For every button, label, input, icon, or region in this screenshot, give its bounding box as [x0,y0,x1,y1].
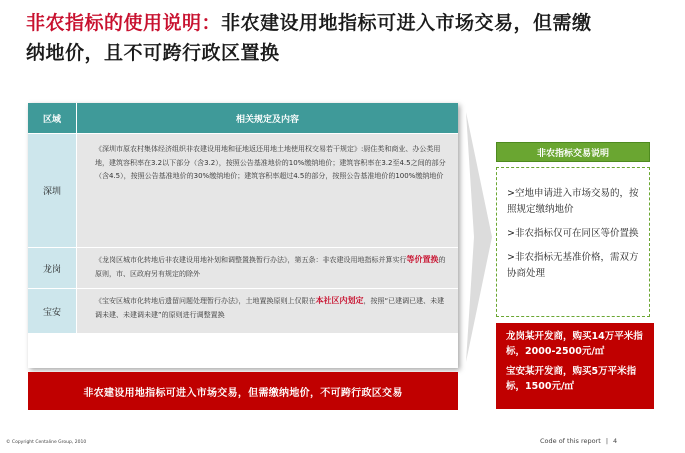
table-row [28,247,458,288]
title-line2: 纳地价，且不可跨行政区置换 [26,42,280,64]
side-item: >非农指标无基准价格，需双方协商处理 [507,252,639,279]
side-item: >非农指标仅可在同区等价置换 [507,228,639,239]
region-cell: 宝安 [28,289,76,333]
table-row [28,133,458,247]
regulations-table [28,103,458,368]
chevron-right-icon [466,112,492,362]
side-box-header: 非农指标交易说明 [496,142,650,162]
content-text: 的原则，市、区政府另有规定的除外 [95,256,446,278]
header-region: 区域 [42,114,61,125]
content-cell [76,289,458,333]
header-content: 相关规定及内容 [76,103,458,133]
deal-examples-box [496,323,654,409]
title-prefix: 非农指标的使用说明： [26,12,222,34]
side-item: >空地申请进入市场交易的，按照规定缴纳地价 [507,188,639,215]
table-row [28,288,458,333]
region-cell: 深圳 [28,134,76,247]
conclusion-banner: 非农建设用地指标可进入市场交易，但需缴纳地价，不可跨行政区交易 [28,372,458,410]
table-header [28,103,458,133]
content-text: 《宝安区城市化转地后遗留问题处理暂行办法》，土地置换原则上仅限在 [95,297,316,305]
content-highlight: 等价置换 [406,255,439,264]
content-cell: 《深圳市原农村集体经济组织非农建设用地和征地返还用地土地使用权交易若干规定》:厨住类和商业、办公类用地，建筑容积率在3.2以下部分（含3.2），按照公告基准地价的10%缴纳地价；建筑容积率在3.2至4.5之间的部分（含4.5），按照公告基准地价的30%缴纳地价；建筑容积率超过4.5的部分，按照公告基准地价的100%缴纳地价 [76,134,458,247]
copyright: © Copyright Centaline Group, 2010 [6,440,87,445]
content-text: 《龙岗区城市化转地后非农建设用地补划和调整置换暂行办法》，第五条：非农建设用地指标并算实行 [95,256,407,264]
content-cell [76,248,458,288]
content-text: ，按照“已建调已建、未建调未建、未建调未建”的原则进行调整置换 [95,297,445,319]
region-cell: 龙岗 [28,248,76,288]
content-highlight: 本社区内划定 [315,296,364,305]
page-title [26,8,676,68]
footer-divider: | [605,437,609,445]
footer-report [540,437,617,445]
side-box [496,167,650,317]
page-number: 4 [613,437,618,445]
deal-item: 宝安某开发商，购买5万平米指标，1500元/㎡ [506,366,637,392]
report-label: Code of this report [540,437,601,445]
deal-item: 龙岗某开发商，购买14万平米指标，2000-2500元/㎡ [506,331,643,357]
title-line1: 非农建设用地指标可进入市场交易，但需缴 [221,12,592,34]
